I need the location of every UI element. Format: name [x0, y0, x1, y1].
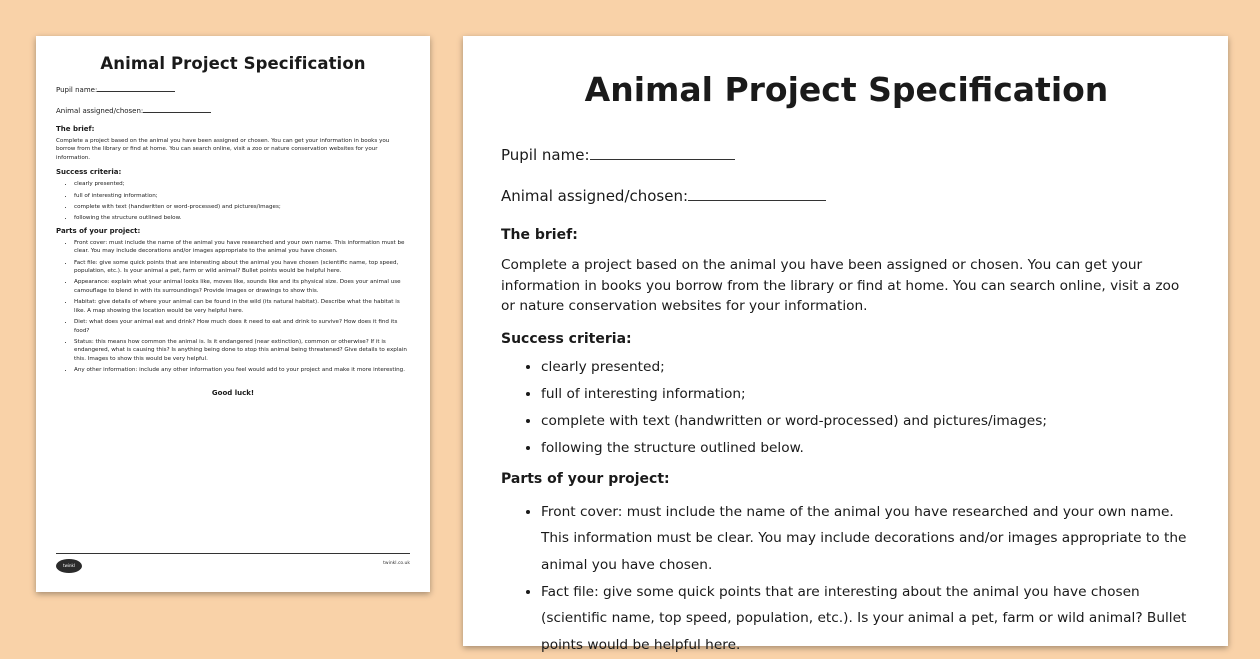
thumb-footer-site: twinkl.co.uk: [383, 561, 410, 566]
animal-line: [688, 186, 826, 201]
thumb-animal-label: Animal assigned/chosen:: [56, 107, 144, 115]
thumb-success-list: [56, 180, 410, 223]
thumb-success-item: • clearly presented;: [74, 180, 410, 188]
parts-item: • Fact file: give some quick points that are interesting about the animal you have chosen (scientific name, top speed, population, etc.). Is your animal a pet, farm or wild animal? Bullet points would be helpful here.: [541, 579, 1192, 659]
thumb-success-heading: Success criteria:: [56, 168, 122, 177]
thumb-parts-item: • Habitat: give details of where your animal can be found in the wild (its natural habitat). Describe what the habitat is like. A map showing the location would be very helpful here.: [74, 298, 410, 315]
success-item: • clearly presented;: [541, 359, 1192, 376]
thumb-success-item: • following the structure outlined below.: [74, 214, 410, 222]
thumb-parts-item: • Diet: what does your animal eat and drink? How much does it need to eat and drink to survive? How does it find its food?: [74, 318, 410, 335]
thumb-success-item: • complete with text (handwritten or word-processed) and pictures/images;: [74, 203, 410, 211]
thumb-title: Animal Project Specification: [100, 54, 366, 73]
thumb-animal-line: [143, 104, 211, 113]
thumb-parts-list: [56, 239, 410, 375]
page-title: Animal Project Specification: [584, 70, 1109, 109]
thumb-pupil-name-line: [97, 83, 175, 92]
brief-text: Complete a project based on the animal you have been assigned or chosen. You can get your information in books you borrow from the library or find at home. You can search online, visit a zoo or nature conservation websites for your information.: [501, 257, 1180, 314]
pupil-name-field: [501, 145, 1192, 164]
parts-item: • Front cover: must include the name of the animal you have researched and your own name. This information must be clear. You may include decorations and/or images appropriate to the animal you have chosen.: [541, 499, 1192, 579]
animal-label: Animal assigned/chosen:: [501, 187, 689, 205]
thumb-brief-heading: The brief:: [56, 125, 95, 133]
thumb-parts-item: • Fact file: give some quick points that are interesting about the animal you have chosen (scientific name, top speed, population, etc.). Is your animal a pet, farm or wild animal? Bullet points would be helpful here.: [74, 259, 410, 276]
thumb-parts-item: • Status: this means how common the animal is. Is it endangered (near extinction), common or otherwise? If it is endangered, what is causing this? Is anything being done to stop this animal being threatened? Give details to explain this. Images to show this would be very helpful.: [74, 338, 410, 363]
thumb-footer: [56, 553, 410, 570]
thumb-parts-heading: Parts of your project:: [56, 226, 141, 235]
thumb-pupil-name-label: Pupil name:: [56, 86, 98, 94]
main-page[interactable]: [463, 36, 1228, 654]
thumb-brief-text: Complete a project based on the animal you have been assigned or chosen. You can get your information in books you borrow from the library or find at home. You can search online, visit a zoo or nature conservation websites for your information.: [56, 138, 390, 161]
thumbnail-page[interactable]: [36, 36, 430, 592]
thumb-parts-item: • Any other information: include any other information you feel would add to your project and make it more interesting.: [74, 366, 410, 374]
thumb-pupil-name-field: [56, 83, 410, 94]
pupil-name-line: [590, 145, 735, 160]
parts-list: [501, 499, 1192, 659]
thumb-animal-field: [56, 104, 410, 115]
animal-field: [501, 186, 1192, 205]
success-list: [501, 359, 1192, 457]
brief-heading: The brief:: [501, 227, 578, 243]
success-item: • full of interesting information;: [541, 386, 1192, 403]
thumb-closing: Good luck!: [211, 388, 255, 397]
success-item: • following the structure outlined below.: [541, 440, 1192, 457]
thumb-parts-item: • Appearance: explain what your animal looks like, moves like, sounds like and its physical size. Does your animal use camouflage to blend in with its surroundings? Provide images or drawings to show this.: [74, 278, 410, 295]
success-heading: Success criteria:: [501, 330, 632, 347]
twinkl-logo: twinkl: [56, 559, 82, 573]
pupil-name-label: Pupil name:: [501, 146, 590, 164]
thumb-success-item: • full of interesting information;: [74, 192, 410, 200]
thumb-parts-item: • Front cover: must include the name of the animal you have researched and your own name. This information must be clear. You may include decorations and/or images appropriate to the animal you have chosen.: [74, 239, 410, 256]
parts-heading: Parts of your project:: [501, 470, 670, 487]
success-item: • complete with text (handwritten or word-processed) and pictures/images;: [541, 413, 1192, 430]
